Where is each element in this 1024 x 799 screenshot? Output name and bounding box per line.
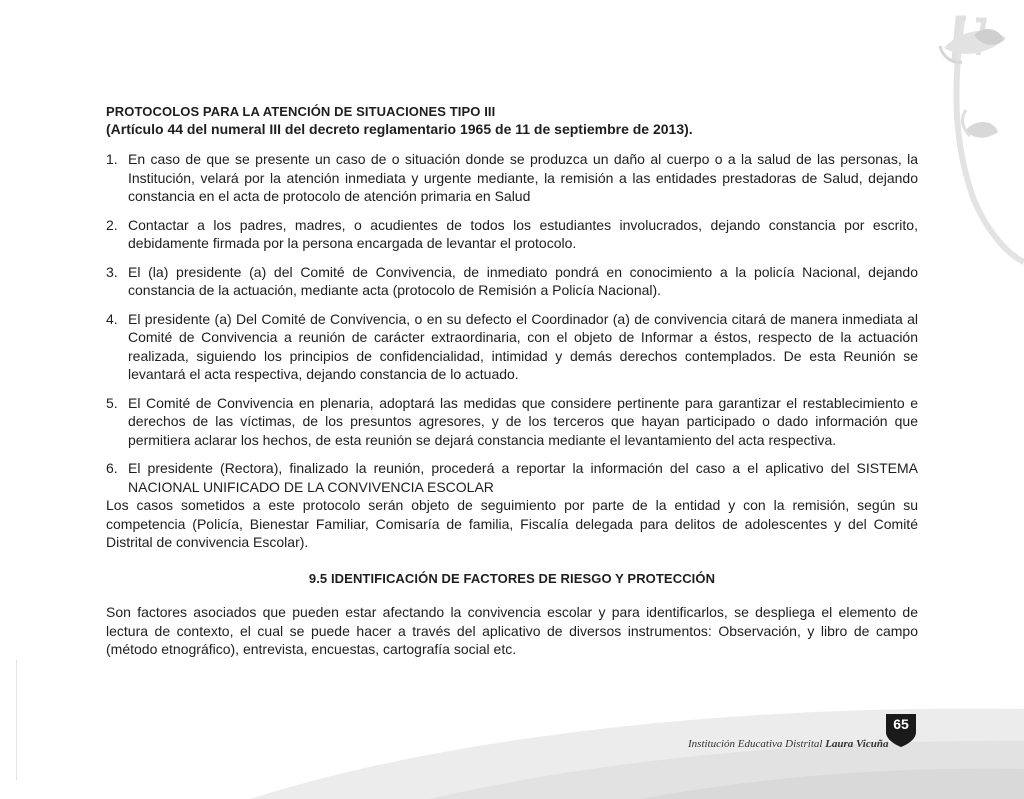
document-body: [106, 103, 918, 659]
item-number: 6.: [106, 460, 118, 476]
heading-subtitle: (Artículo 44 del numeral III del decreto reglamentario 1965 de 11 de septiembre de 2013).: [106, 121, 693, 137]
item-text: El presidente (a) Del Comité de Convivencia, o en su defecto el Coordinador (a) de convivencia citará de manera inmediata al Comité de Convivencia a reunión de carácter extraordinaria, con el objeto de Informar a éstos, respecto de la actuación realizada, siguiendo los principios de confidencialidad, intimidad y demás derechos contemplados. De esta Reunión se levantará el acta respectiva, dejando constancia de lo actuado.: [128, 310, 918, 382]
page-edge-line: [16, 660, 17, 780]
item-text: El presidente (Rectora), finalizado la reunión, procederá a reportar la información del caso a el aplicativo del SISTEMA NACIONAL UNIFICADO DE LA CONVIVENCIA ESCOLAR: [128, 460, 918, 495]
closing-paragraph: Los casos sometidos a este protocolo serán objeto de seguimiento por parte de la entidad y con la remisión, según su competencia (Policía, Bienestar Familiar, Comisaría de familia, Fiscalía delegada para delitos de adolescentes y del Comité Distrital de convivencia Escolar).: [106, 497, 918, 550]
institution-label: Institución Educativa Distrital: [688, 738, 823, 750]
item-text: El Comité de Convivencia en plenaria, adoptará las medidas que considere pertinente para garantizar el restablecimiento e derechos de las víctimas, de los presuntos agresores, y de los terceros que hayan participado o dado información que permitiera aclarar los hechos, de esta reunión se dejará constancia mediante el levantamiento del acta respectiva.: [128, 394, 918, 448]
protocol-list: [106, 150, 918, 496]
heading-title: PROTOCOLOS PARA LA ATENCIÓN DE SITUACIONES TIPO III: [106, 104, 496, 119]
page-number: 65: [893, 716, 909, 732]
list-item: [106, 394, 918, 450]
list-item: [106, 263, 918, 300]
section-paragraph: Son factores asociados que pueden estar afectando la convivencia escolar y para identificarlos, se despliega el elemento de lectura de contexto, el cual se puede hacer a través del aplicativo de diversos instrumentos: Observación, y libro de campo (método etnográfico), entrevista, encuestas, cartografía social etc.: [106, 604, 918, 657]
floral-decoration: [914, 0, 1024, 270]
list-item: [106, 459, 918, 496]
item-number: 1.: [106, 151, 118, 167]
item-number: 5.: [106, 394, 118, 411]
item-text: Contactar a los padres, madres, o acudientes de todos los estudiantes involucrados, dejando constancia por escrito, debidamente firmada por la persona encargada de levantar el protocolo.: [128, 216, 918, 251]
wave-decoration: [0, 649, 1024, 799]
list-item: [106, 216, 918, 253]
item-number: 4.: [106, 310, 118, 327]
item-number: 2.: [106, 216, 118, 233]
list-item: [106, 310, 918, 384]
section-title: 9.5 IDENTIFICACIÓN DE FACTORES DE RIESGO Y PROTECCIÓN: [308, 570, 716, 586]
institution-name: Laura Vicuña: [825, 738, 889, 750]
item-text: En caso de que se presente un caso de o situación donde se produzca un daño al cuerpo o a la salud de las personas, la Institución, velará por la atención inmediata y urgente mediante, la remisión a las entidades prestadoras de Salud, dejando constancia en el acta de protocolo de atención primaria en Salud: [128, 151, 918, 204]
item-text: El (la) presidente (a) del Comité de Convivencia, de inmediato pondrá en conocimiento a la policía Nacional, dejando constancia de la actuación, mediante acta (protocolo de Remisión a Policía Nacional).: [128, 263, 918, 298]
item-number: 3.: [106, 263, 118, 280]
footer-institution: [688, 738, 888, 750]
list-item: [106, 150, 918, 206]
